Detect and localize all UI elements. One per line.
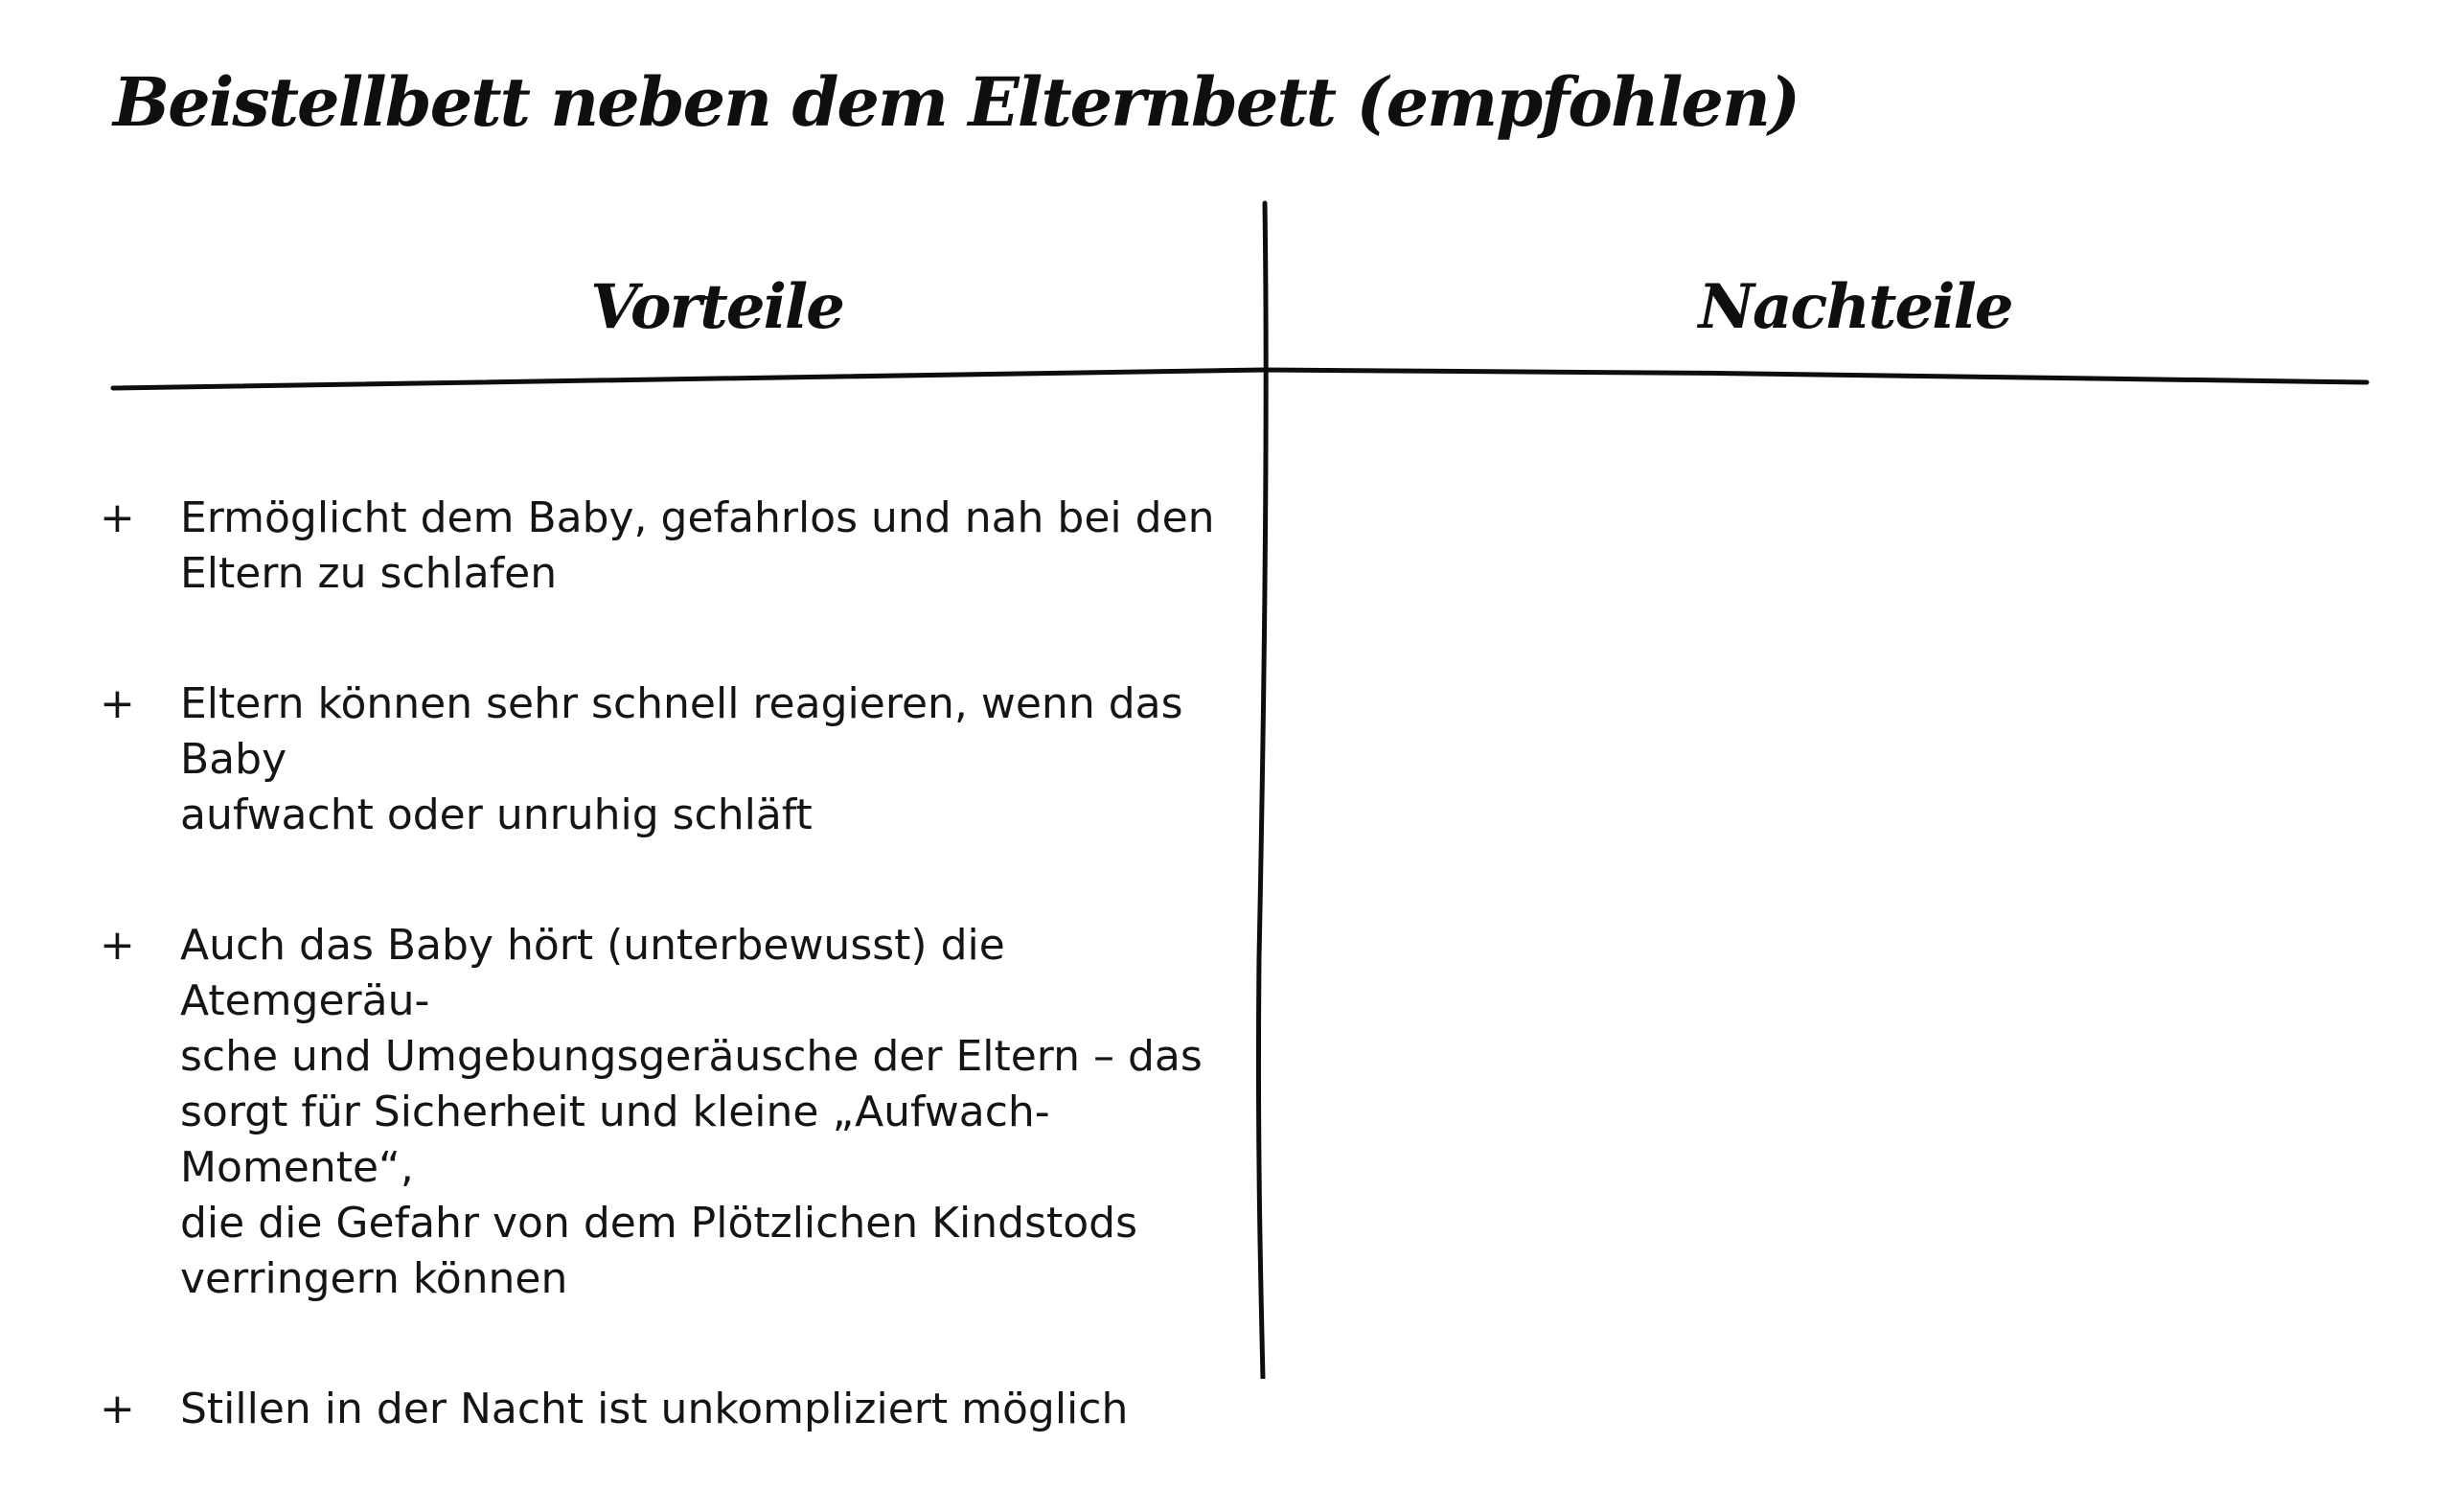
plus-bullet: + [100,679,135,728]
pros-item-text: Ermöglicht dem Baby, gefahrlos und nah bei den Eltern zu schlafen [180,493,1215,598]
plus-bullet: + [100,1385,135,1433]
pros-item-text: Stillen in der Nacht ist unkompliziert möglich [180,1385,1129,1433]
cons-heading: Nachteile [1698,271,2012,343]
plus-bullet: + [100,493,135,542]
plus-bullet: + [100,921,135,970]
vertical-divider-line [1258,203,1266,1379]
pros-list-item [96,1382,1246,1437]
horizontal-divider-line [113,370,2367,388]
pros-item-text: Auch das Baby hört (unterbewusst) die Atemgeräu- sche und Umgebungsgeräusche der Eltern – das sorgt für Sicherheit und kleine „Aufwach-Momente“, die die Gefahr von dem Plötzlichen Kindstods verringern können [180,921,1203,1303]
pros-heading: Vorteile [590,271,843,343]
pros-list-item [96,918,1246,1307]
page-title: Beistellbett neben dem Elternbett (empfohlen) [113,62,1799,142]
pros-list-item [96,676,1246,843]
pros-item-text: Eltern können sehr schnell reagieren, wenn das Baby aufwacht oder unruhig schläft [180,679,1183,839]
pros-list-item [96,491,1246,602]
pros-list [96,491,1246,1512]
